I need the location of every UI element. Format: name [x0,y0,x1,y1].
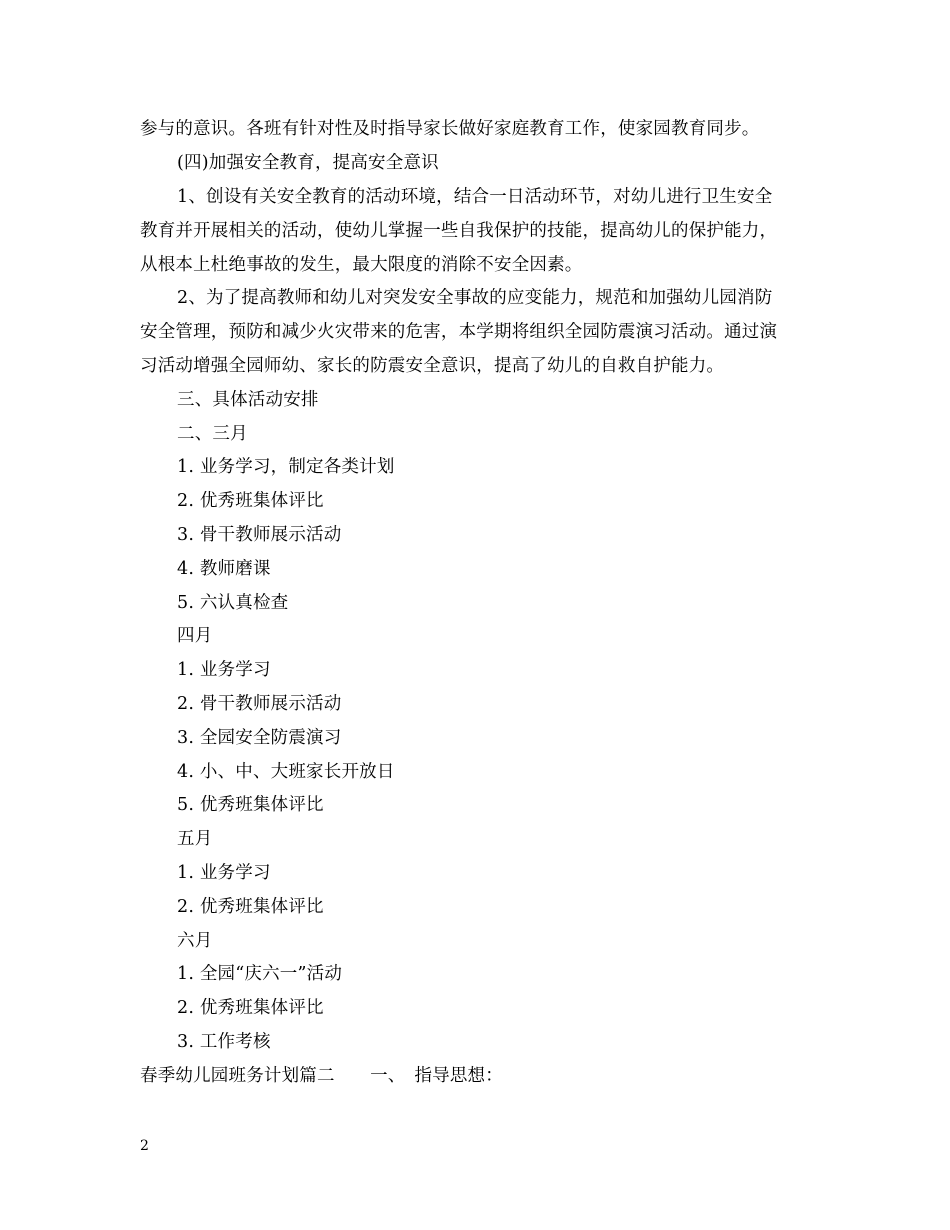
paragraph-line: 习活动增强全园师幼、家长的防震安全意识，提高了幼儿的自救自护能力。 [140,356,725,376]
list-item: 1. 业务学习 [177,660,271,680]
list-item: 1. 业务学习，制定各类计划 [177,457,395,477]
list-item: 5. 优秀班集体评比 [177,795,324,815]
list-item: 3. 工作考核 [177,1032,271,1052]
list-item: 3. 骨干教师展示活动 [177,525,342,545]
page-number: 2 [140,1138,149,1154]
list-item: 2. 优秀班集体评比 [177,897,324,917]
list-item: 2. 骨干教师展示活动 [177,694,342,714]
month-heading: 二、三月 [177,424,248,444]
section-heading: 三、具体活动安排 [177,390,319,410]
list-item: 4. 小、中、大班家长开放日 [177,762,395,782]
paragraph-line: 1、创设有关安全教育的活动环境，结合一日活动环节，对幼儿进行卫生安全 [177,187,773,207]
month-heading: 五月 [177,829,213,849]
list-item: 1. 业务学习 [177,863,271,883]
paragraph-line: 教育并开展相关的活动，使幼儿掌握一些自我保护的技能，提高幼儿的保护能力， [140,221,778,241]
list-item: 5. 六认真检查 [177,593,289,613]
list-item: 4. 教师磨课 [177,559,271,579]
month-heading: 六月 [177,931,213,951]
list-item: 1. 全园“庆六一”活动 [177,964,343,984]
list-item: 2. 优秀班集体评比 [177,491,324,511]
month-heading: 四月 [177,626,213,646]
list-item: 3. 全园安全防震演习 [177,728,342,748]
paragraph-line: 从根本上杜绝事故的发生，最大限度的消除不安全因素。 [140,255,583,275]
paragraph-line: 2、为了提高教师和幼儿对突发安全事故的应变能力，规范和加强幼儿园消防 [177,288,773,308]
chapter-heading: 春季幼儿园班务计划篇二 一、 指导思想： [140,1066,503,1086]
section-heading: (四)加强安全教育，提高安全意识 [177,153,439,173]
paragraph-line: 参与的意识。各班有针对性及时指导家长做好家庭教育工作，使家园教育同步。 [140,119,760,139]
paragraph-line: 安全管理，预防和减少火灾带来的危害，本学期将组织全园防震演习活动。通过演 [140,322,778,342]
list-item: 2. 优秀班集体评比 [177,998,324,1018]
